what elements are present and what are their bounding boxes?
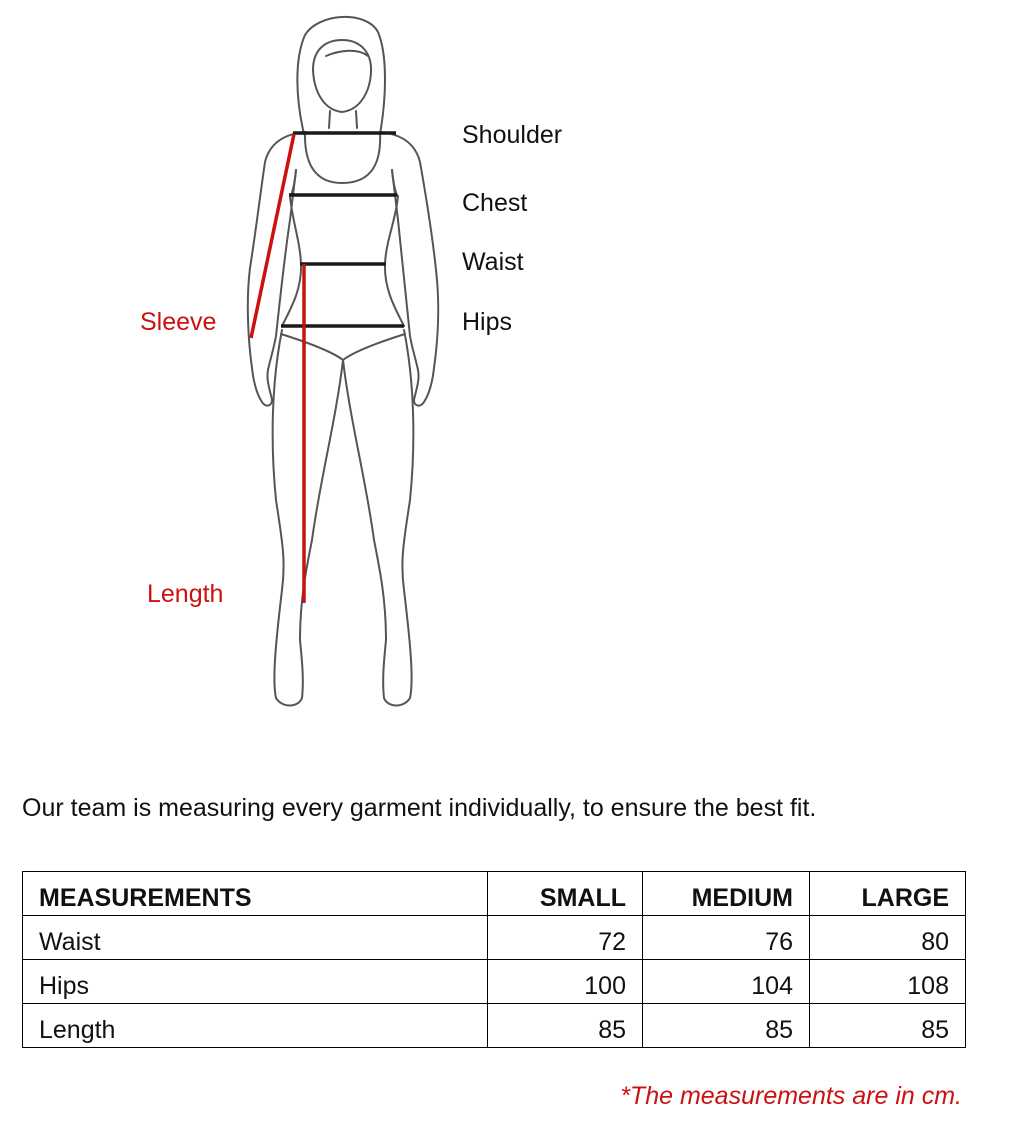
table-header-row (23, 872, 966, 916)
hair-outline (297, 17, 385, 134)
header-medium: MEDIUM (643, 872, 810, 916)
header-large: LARGE (810, 872, 966, 916)
table-row (23, 960, 966, 1004)
left-leg-outline (273, 330, 343, 706)
size-table (22, 871, 966, 1048)
hips-label: Hips (462, 308, 513, 336)
cell-large: 108 (810, 960, 966, 1004)
cell-small: 72 (488, 916, 643, 960)
cell-small: 100 (488, 960, 643, 1004)
cell-medium: 85 (643, 1004, 810, 1048)
table-row (23, 1004, 966, 1048)
units-note: *The measurements are in cm. (620, 1082, 962, 1110)
table-row (23, 916, 966, 960)
cell-small: 85 (488, 1004, 643, 1048)
intro-text: Our team is measuring every garment individually, to ensure the best fit. (22, 794, 817, 822)
shoulder-label: Shoulder (462, 121, 563, 149)
cell-medium: 76 (643, 916, 810, 960)
row-label: Waist (23, 916, 488, 960)
cell-large: 85 (810, 1004, 966, 1048)
header-measurements: MEASUREMENTS (23, 872, 488, 916)
right-leg-outline (343, 330, 413, 706)
length-label: Length (147, 580, 224, 608)
row-label: Length (23, 1004, 488, 1048)
chest-label: Chest (462, 189, 528, 217)
top-outline (305, 132, 380, 183)
cell-medium: 104 (643, 960, 810, 1004)
header-small: SMALL (488, 872, 643, 916)
row-label: Hips (23, 960, 488, 1004)
waist-label: Waist (462, 248, 524, 276)
cell-large: 80 (810, 916, 966, 960)
briefs-outline (281, 334, 405, 360)
sleeve-label: Sleeve (140, 308, 217, 336)
